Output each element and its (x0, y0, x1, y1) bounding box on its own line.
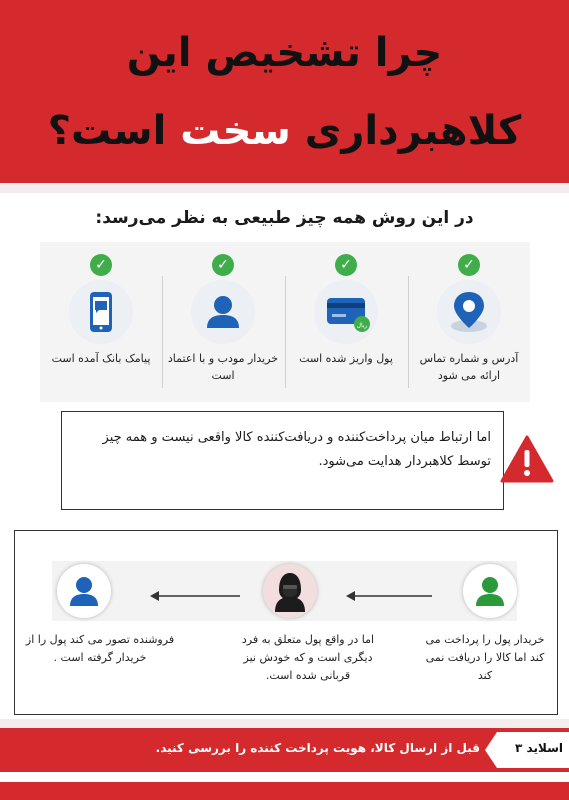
buyer-avatar-icon (463, 564, 517, 618)
warning-box (61, 411, 504, 510)
feature-divider (285, 276, 286, 388)
check-icon: ✓ (458, 254, 480, 276)
footer-bottom-edge (0, 782, 569, 800)
scammer-avatar-icon (263, 564, 317, 618)
title-line-2 (0, 108, 569, 154)
scammer-label: اما در واقع پول متعلق به فرد دیگری است و که خودش نیز قربانی شده است. (241, 633, 375, 682)
feature-buyer (162, 242, 284, 402)
warning-triangle-icon (500, 434, 554, 484)
arrow-left-icon (346, 587, 432, 606)
seller-avatar-icon (57, 564, 111, 618)
feature-payment-label: پول واریز شده است (299, 352, 393, 365)
slide-number-label: اسلاید ۳ (515, 741, 563, 755)
svg-text:ریال: ریال (356, 322, 368, 329)
title-line-2-prefix: کلاهبرداری (290, 108, 522, 154)
buyer-label: خریدار پول را پرداخت می کند اما کالا را دریافت نمی کند (425, 633, 545, 682)
seller-label: فروشنده تصور می کند پول را از خریدار گرفته است . (25, 633, 175, 664)
check-icon: ✓ (90, 254, 112, 276)
feature-divider (408, 276, 409, 388)
feature-sms-label: پیامک بانک آمده است (51, 352, 151, 365)
subtitle: در این روش همه چیز طبیعی به نظر می‌رسد: (95, 208, 474, 228)
arrow-left-icon (150, 587, 240, 606)
credit-card-icon (314, 280, 378, 344)
warning-text: اما ارتباط میان پرداخت‌کننده و دریافت‌کننده کالا واقعی نیست و همه چیز توسط کلاهبردار هدایت می‌شود. (102, 430, 491, 469)
header-divider (0, 183, 569, 193)
feature-divider (162, 276, 163, 388)
feature-buyer-label: خریدار مودب و با اعتماد است (167, 352, 279, 382)
location-pin-icon (437, 280, 501, 344)
feature-location-label: آدرس و شماره تماس ارائه می شود (419, 352, 519, 382)
title-line-2-suffix: است؟ (47, 108, 181, 154)
flow-box (14, 530, 558, 715)
title-highlight-word: سخت (180, 108, 291, 154)
feature-sms (40, 242, 162, 402)
footer-divider (0, 719, 569, 728)
feature-payment (285, 242, 407, 402)
header-banner (0, 0, 569, 183)
feature-panel (40, 242, 530, 402)
footer-tip-text: قبل از ارسال کالا، هویت پرداخت کننده را بررسی کنید. (155, 741, 480, 755)
sms-phone-icon (69, 280, 133, 344)
check-icon: ✓ (335, 254, 357, 276)
feature-location (408, 242, 530, 402)
user-icon (191, 280, 255, 344)
title-line-1: چرا تشخیص این (126, 30, 443, 76)
check-icon: ✓ (212, 254, 234, 276)
